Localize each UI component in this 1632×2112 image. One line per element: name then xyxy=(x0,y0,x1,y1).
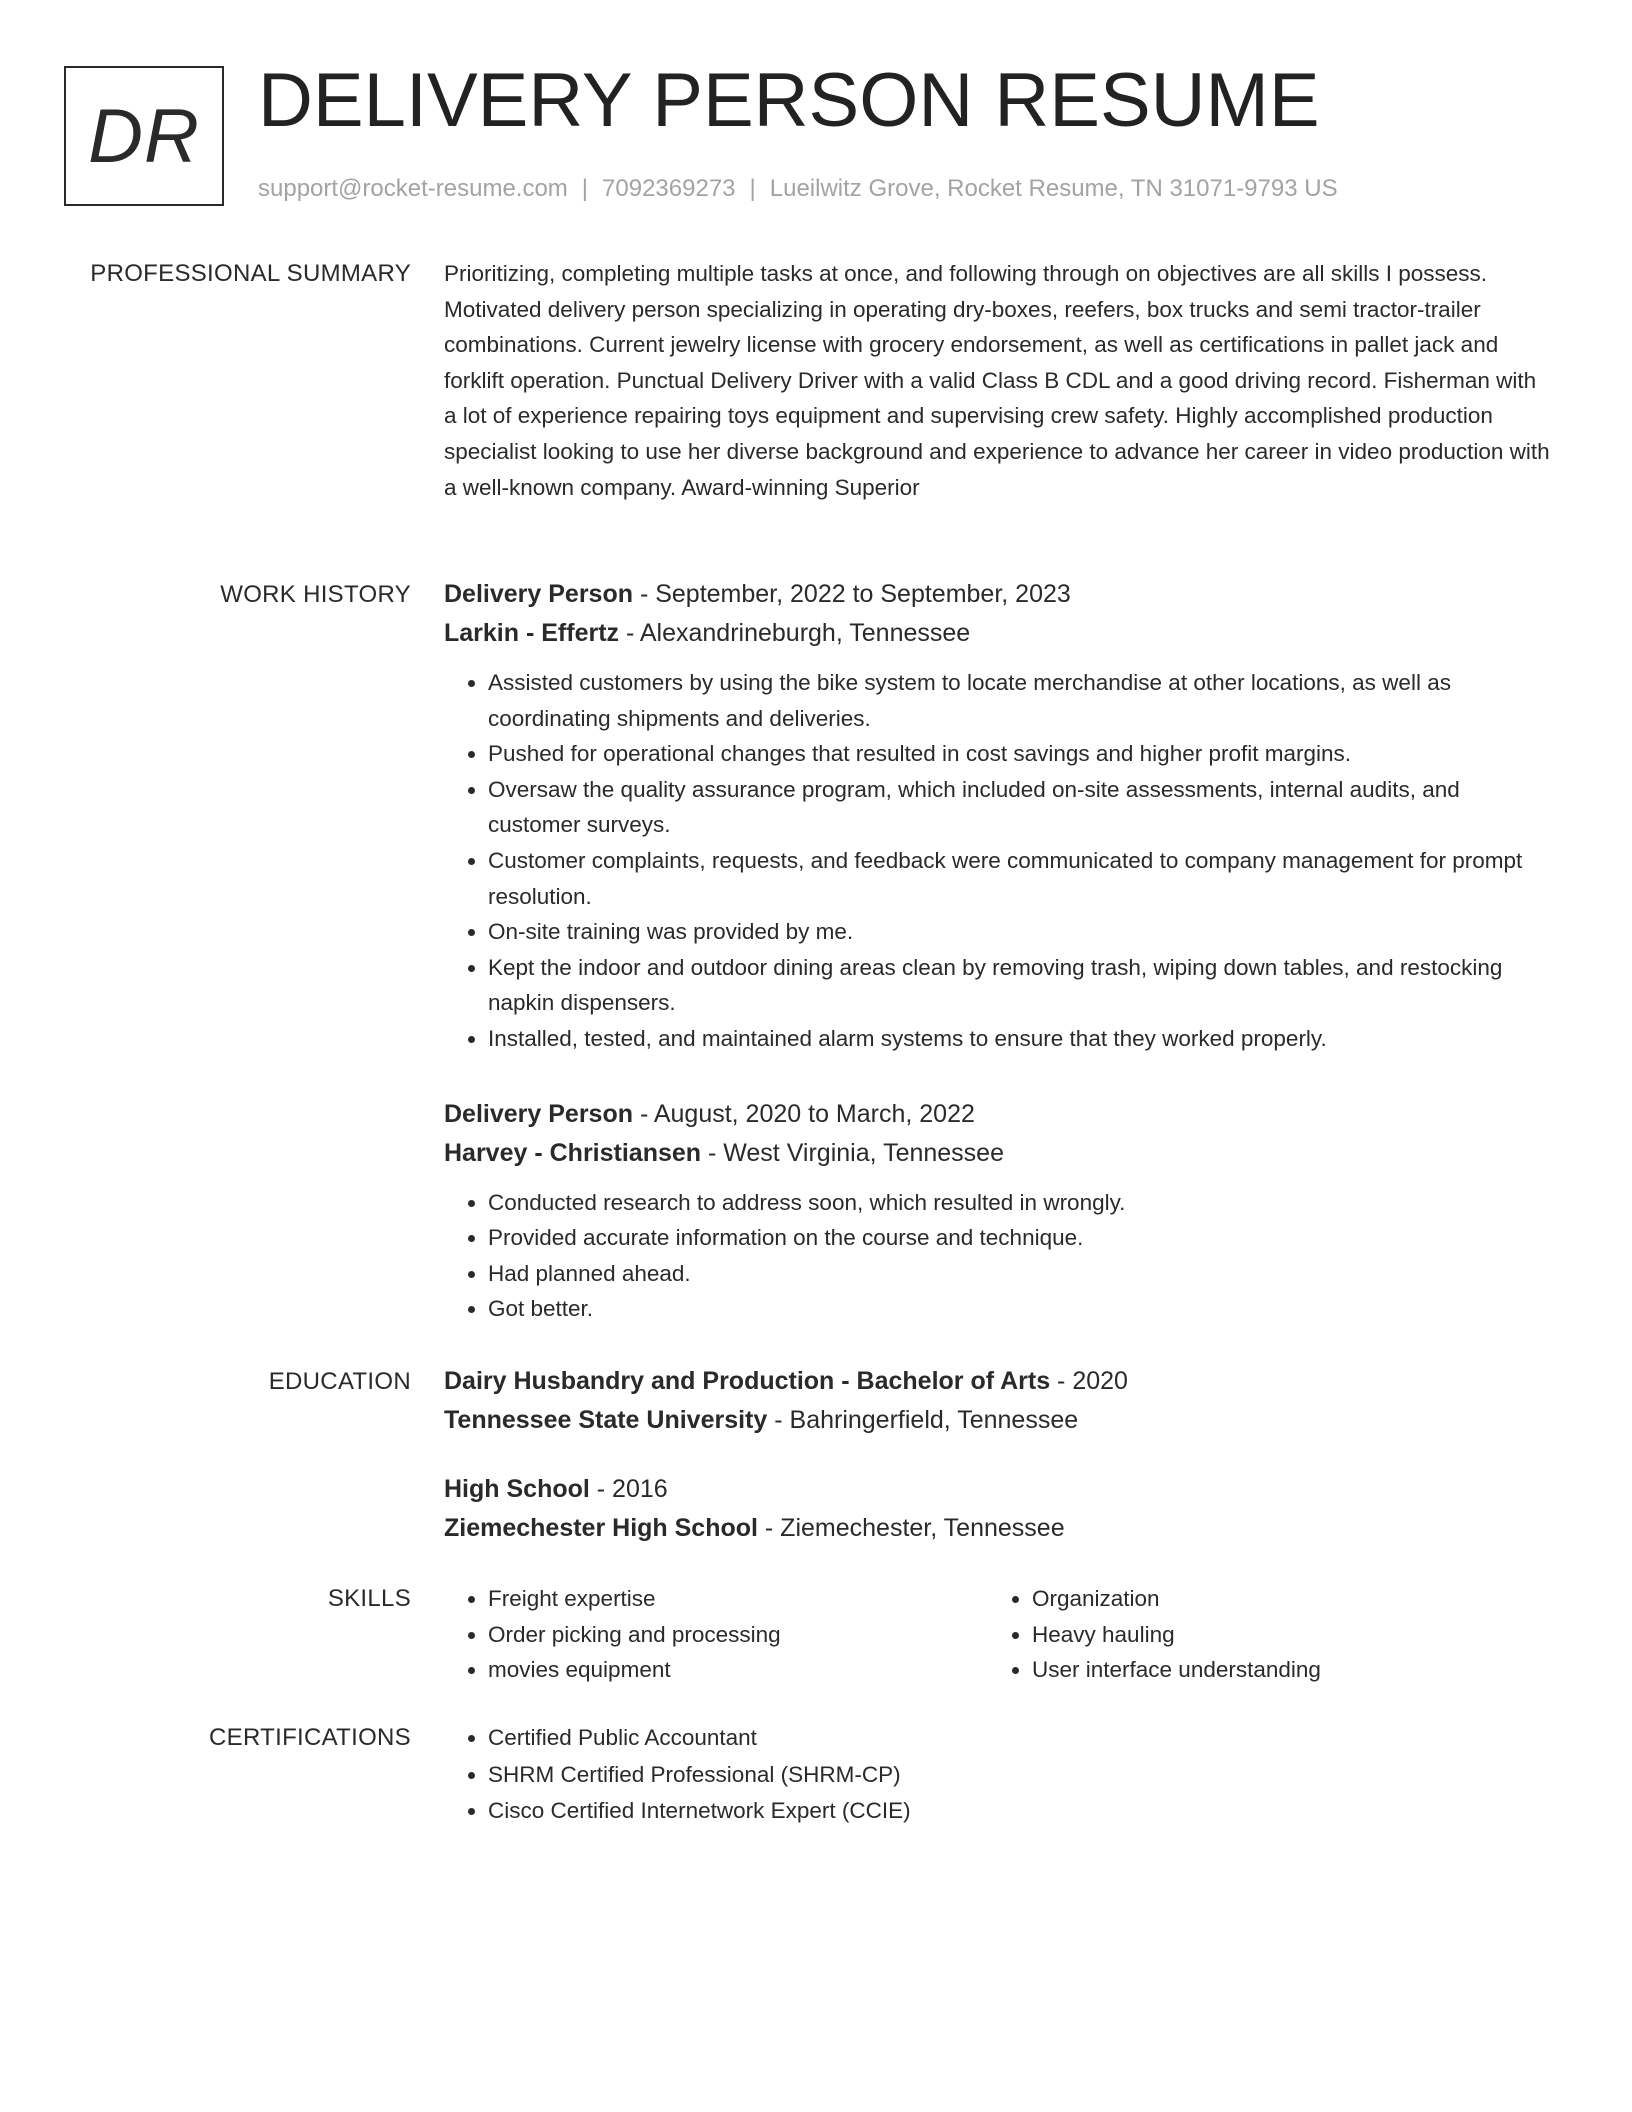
skill-item: • movies equipment xyxy=(488,1652,988,1688)
education-location: - Bahringerfield, Tennessee xyxy=(767,1406,1079,1434)
job-bullet: • Pushed for operational changes that resulted in cost savings and higher profit margins. xyxy=(488,736,1554,772)
education-degree: High School xyxy=(444,1475,590,1503)
job-bullet: • Customer complaints, requests, and feedback were communicated to company management for prompt resolution. xyxy=(488,843,1554,914)
education-school-line xyxy=(444,1509,1554,1548)
job-title-line xyxy=(444,575,1554,614)
education-year: - 2016 xyxy=(589,1475,668,1503)
summary-text: Prioritizing, completing multiple tasks at once, and following through on objectives are all skills I possess. Motivated delivery person specializing in operating dry-boxes, reefers, box trucks and semi tractor-trailer combinations. Current jewelry license with grocery endorsement, as well as certifications in pallet jack and forklift operation. Punctual Delivery Driver with a valid Class B CDL and a good driving record. Fisherman with a lot of experience repairing toys equipment and supervising crew safety. Highly accomplished production specialist looking to use her diverse background and experience to advance her career in video production with a well-known company. Award-winning Superior xyxy=(444,261,1550,500)
job-company: Larkin - Effertz xyxy=(444,619,620,647)
job-entry xyxy=(444,575,1554,1057)
job-title-line xyxy=(444,1095,1554,1134)
job-bullet: • On-site training was provided by me. xyxy=(488,914,1554,950)
job-title: Delivery Person xyxy=(444,1099,633,1128)
education-degree: Dairy Husbandry and Production - Bachelor of Arts xyxy=(444,1367,1051,1395)
contact-phone: 7092369273 xyxy=(602,175,736,202)
skill-item: • Freight expertise xyxy=(488,1581,988,1617)
certification-item: • Certified Public Accountant xyxy=(488,1720,1554,1757)
contact-separator: | xyxy=(749,175,756,202)
job-entry xyxy=(444,1095,1554,1327)
education-location: - Ziemechester, Tennessee xyxy=(757,1514,1065,1542)
education-body xyxy=(444,1362,1554,1548)
job-location: - West Virginia, Tennessee xyxy=(701,1138,1004,1167)
certifications-body xyxy=(444,1720,1554,1830)
initials-monogram xyxy=(64,66,224,206)
education-degree-line xyxy=(444,1470,1554,1509)
education-entry xyxy=(444,1362,1554,1440)
education-school-line xyxy=(444,1401,1554,1440)
education-school: Ziemechester High School xyxy=(444,1514,758,1542)
certification-item: • SHRM Certified Professional (SHRM-CP) xyxy=(488,1757,1554,1794)
job-company-line xyxy=(444,1134,1554,1173)
skills-columns xyxy=(444,1581,1554,1688)
job-bullet-list xyxy=(444,665,1554,1057)
initials-text: DR xyxy=(88,93,200,179)
contact-separator: | xyxy=(581,175,589,202)
skills-list-left xyxy=(444,1581,988,1688)
job-bullet: • Oversaw the quality assurance program, which included on-site assessments, internal audits, and customer surveys. xyxy=(488,772,1554,843)
job-dates: - August, 2020 to March, 2022 xyxy=(633,1099,975,1128)
skills-body xyxy=(444,1581,1554,1688)
section-heading: WORK HISTORY xyxy=(220,581,411,608)
summary-body xyxy=(444,256,1554,505)
job-bullet: • Installed, tested, and maintained alarm systems to ensure that they worked properly. xyxy=(488,1021,1554,1057)
job-company: Harvey - Christiansen xyxy=(444,1138,702,1167)
education-school: Tennessee State University xyxy=(444,1406,768,1434)
education-year: - 2020 xyxy=(1050,1367,1128,1395)
job-title: Delivery Person xyxy=(444,580,633,608)
job-bullet: • Got better. xyxy=(488,1291,1554,1327)
certification-item: • Cisco Certified Internetwork Expert (CCIE) xyxy=(488,1793,1554,1830)
job-dates: - September, 2022 to September, 2023 xyxy=(633,580,1071,608)
skill-item: • User interface understanding xyxy=(1032,1652,1532,1688)
section-heading: SKILLS xyxy=(327,1585,411,1612)
section-heading: PROFESSIONAL SUMMARY xyxy=(90,260,411,287)
skill-item: • Heavy hauling xyxy=(1032,1617,1532,1653)
section-heading: EDUCATION xyxy=(268,1368,411,1395)
education-entry xyxy=(444,1470,1554,1548)
skill-item: • Order picking and processing xyxy=(488,1617,988,1653)
job-bullet: • Kept the indoor and outdoor dining areas clean by removing trash, wiping down tables, and restocking napkin dispensers. xyxy=(488,950,1554,1021)
job-bullet-list xyxy=(444,1185,1554,1327)
work-history-body xyxy=(444,575,1554,1327)
resume-title: DELIVERY PERSON RESUME xyxy=(258,58,1320,143)
contact-line xyxy=(258,172,1338,206)
skill-item: • Organization xyxy=(1032,1581,1532,1617)
certifications-list xyxy=(444,1720,1554,1830)
section-heading: CERTIFICATIONS xyxy=(209,1724,411,1751)
job-bullet: • Had planned ahead. xyxy=(488,1256,1554,1292)
job-bullet: • Provided accurate information on the course and technique. xyxy=(488,1220,1554,1256)
job-company-line xyxy=(444,614,1554,653)
job-bullet: • Assisted customers by using the bike system to locate merchandise at other locations, as well as coordinating shipments and deliveries. xyxy=(488,665,1554,736)
contact-email: support@rocket-resume.com xyxy=(258,175,568,202)
education-degree-line xyxy=(444,1362,1554,1401)
skills-list-right xyxy=(988,1581,1532,1688)
contact-address: Lueilwitz Grove, Rocket Resume, TN 31071-9793 US xyxy=(769,175,1338,202)
job-location: - Alexandrineburgh, Tennessee xyxy=(619,619,971,647)
job-bullet: • Conducted research to address soon, which resulted in wrongly. xyxy=(488,1185,1554,1221)
